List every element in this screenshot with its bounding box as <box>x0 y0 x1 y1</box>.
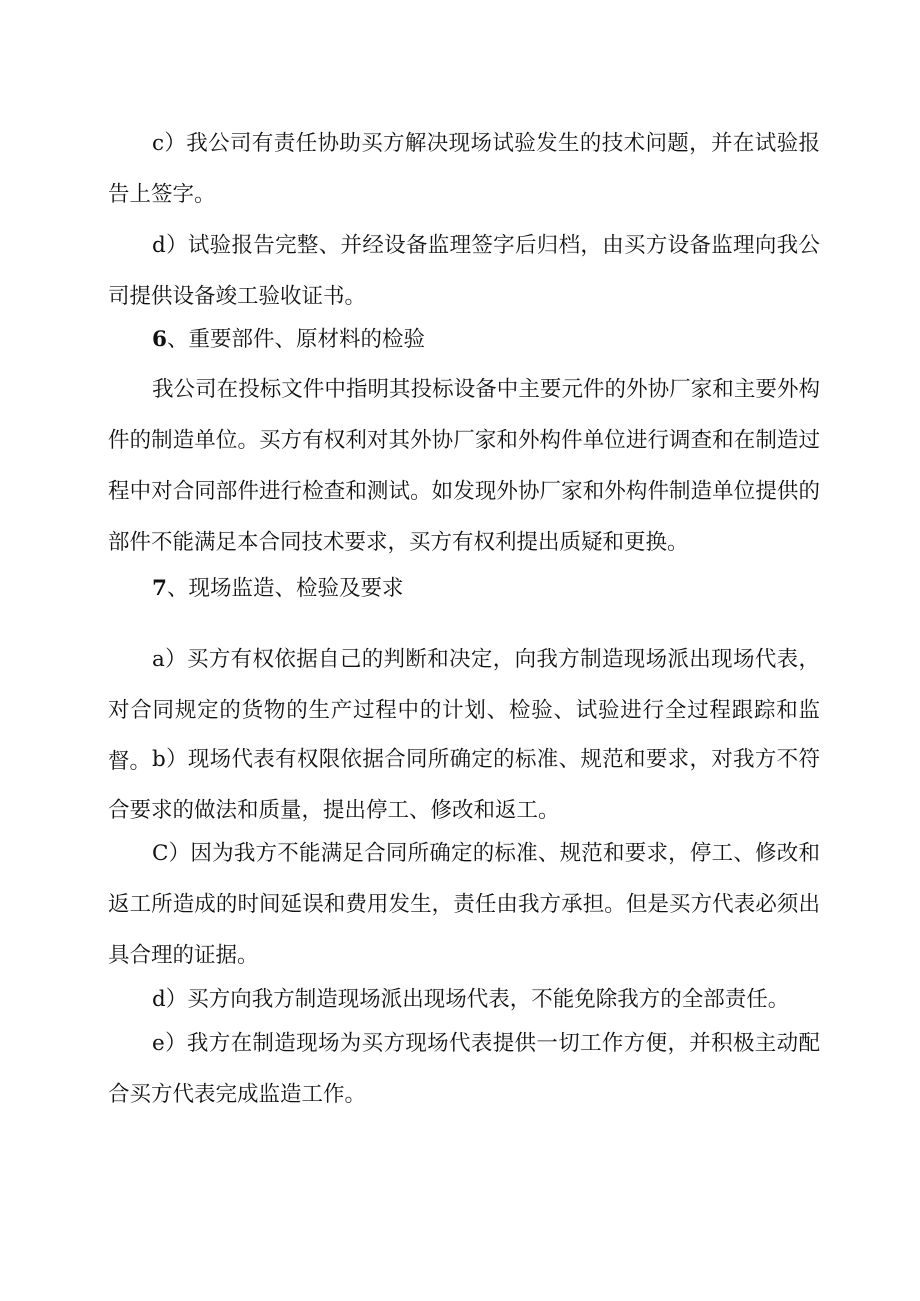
paragraph-c-test-report-signing: c）我公司有责任协助买方解决现场试验发生的技术问题，并在试验报告上签字。 <box>108 131 820 207</box>
paragraph-key-components-inspection: 我公司在投标文件中指明其投标设备中主要元件的外协厂家和主要外构件的制造单位。买方有权利对其外协厂家和外构件单位进行调查和在制造过程中对合同部件进行检查和测试。如发现外协厂家和外构件制造单位提供的部件不能满足本合同技术要求，买方有权利提出质疑和更换。 <box>108 377 820 555</box>
paragraph-c-delay-responsibility: C）因为我方不能满足合同所确定的标准、规范和要求，停工、修改和返工所造成的时间延误和费用发生，责任由我方承担。但是买方代表必须出具合理的证据。 <box>108 841 820 968</box>
section-number-6: 6 <box>152 327 167 352</box>
section-number-7: 7 <box>152 576 167 601</box>
section-heading-7 <box>108 563 820 614</box>
section-heading-6 <box>108 314 820 365</box>
paragraph-d-no-exemption: d）买方向我方制造现场派出现场代表，不能免除我方的全部责任。 <box>152 987 790 1012</box>
paragraph-a-onsite-representative: a）买方有权依据自己的判断和决定，向我方制造现场派出现场代表，对合同规定的货物的生产过程中的计划、检验、试验进行全过程跟踪和监督。 <box>108 647 820 774</box>
paragraph-d-acceptance-certificate: d）试验报告完整、并经设备监理签字后归档，由买方设备监理向我公司提供设备竣工验收证书。 <box>108 233 820 309</box>
paragraph-e-work-facilitation: e）我方在制造现场为买方现场代表提供一切工作方便，并积极主动配合买方代表完成监造工作。 <box>108 1031 820 1107</box>
section-title-6: 、重要部件、原材料的检验 <box>166 327 425 352</box>
paragraph-b-representative-authority: b）现场代表有权限依据合同所确定的标准、规范和要求，对我方不符合要求的做法和质量，提出停工、修改和返工。 <box>108 747 820 823</box>
section-title-7: 、现场监造、检验及要求 <box>166 576 404 601</box>
